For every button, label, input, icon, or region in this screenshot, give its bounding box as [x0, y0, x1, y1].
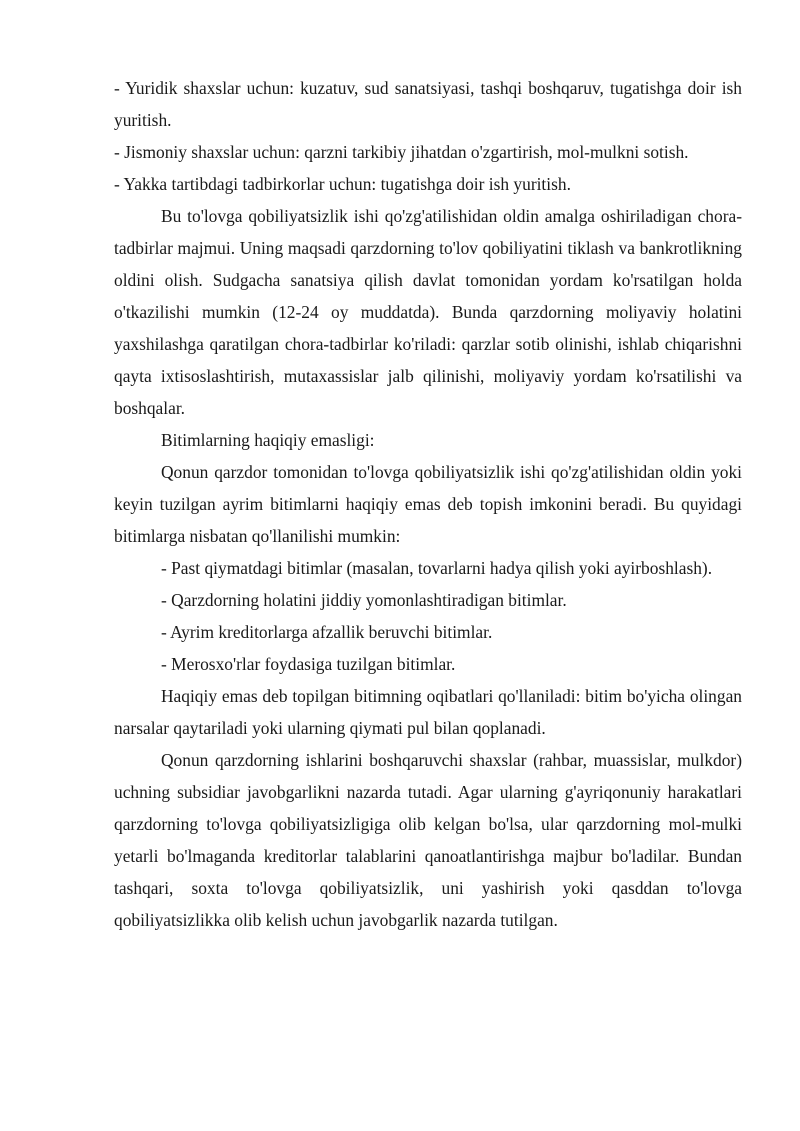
paragraph-entrepreneurs: - Yakka tartibdagi tadbirkorlar uchun: tugatishga doir ish yuritish. [114, 174, 571, 194]
list-item-heirs: - Merosxo'rlar foydasiga tuzilgan bitimlar. [161, 654, 456, 674]
paragraph-invalid-transactions-intro: Qonun qarzdor tomonidan to'lovga qobiliyatsizlik ishi qo'zg'atilishidan oldin yoki keyin tuzilgan ayrim bitimlarni haqiqiy emas deb topish imkonini beradi. Bu quyidagi bitimlarga nisbatan qo'llanilishi mumkin: [114, 462, 742, 546]
paragraph-pre-court-sanation: Bu to'lovga qobiliyatsizlik ishi qo'zg'atilishidan oldin amalga oshiriladigan chora-tadbirlar majmui. Uning maqsadi qarzdorning to'lov qobiliyatini tiklash va bankrotlikning oldini olish. Sudgacha sanatsiya qilish davlat tomonidan yordam ko'rsatilgan holda o'tkazilishi mumkin (12-24 oy muddatda). Bunda qarzdorning moliyaviy holatini yaxshilashga qaratilgan chora-tadbirlar ko'riladi: qarzlar sotib olinishi, ishlab chiqarishni qayta ixtisoslashtirish, mutaxassislar jalb qilinishi, moliyaviy yordam ko'rsatilishi va boshqalar. [114, 206, 742, 418]
paragraph-subsidiary-liability: Qonun qarzdorning ishlarini boshqaruvchi shaxslar (rahbar, muassislar, mulkdor) uchning subsidiar javobgarlikni nazarda tutadi. Agar ularning g'ayriqonuniy harakatlari qarzdorning to'lovga qobiliyatsizligiga olib kelgan bo'lsa, ular qarzdorning mol-mulki yetarli bo'lmaganda kreditorlar talablarini qanoatlantirishga majbur bo'ladilar. Bundan tashqari, soxta to'lovga qobiliyatsizlik, uni yashirish yoki qasddan to'lovga qobiliyatsizlikka olib kelish uchun javobgarlik nazarda tutilgan. [114, 750, 742, 930]
paragraph-consequences: Haqiqiy emas deb topilgan bitimning oqibatlari qo'llaniladi: bitim bo'yicha olingan narsalar qaytariladi yoki ularning qiymati pul bilan qoplanadi. [114, 686, 742, 738]
list-item-worsening: - Qarzdorning holatini jiddiy yomonlashtiradigan bitimlar. [161, 590, 567, 610]
list-item-low-value: - Past qiymatdagi bitimlar (masalan, tovarlarni hadya qilish yoki ayirboshlash). [161, 558, 713, 578]
paragraph-individuals: - Jismoniy shaxslar uchun: qarzni tarkibiy jihatdan o'zgartirish, mol-mulkni sotish. [114, 142, 689, 162]
list-item-preference: - Ayrim kreditorlarga afzallik beruvchi bitimlar. [161, 622, 493, 642]
document-page [114, 72, 742, 936]
section-heading-invalid-transactions: Bitimlarning haqiqiy emasligi: [161, 430, 375, 450]
paragraph-legal-entities: - Yuridik shaxslar uchun: kuzatuv, sud sanatsiyasi, tashqi boshqaruv, tugatishga doir ish yuritish. [114, 78, 742, 130]
